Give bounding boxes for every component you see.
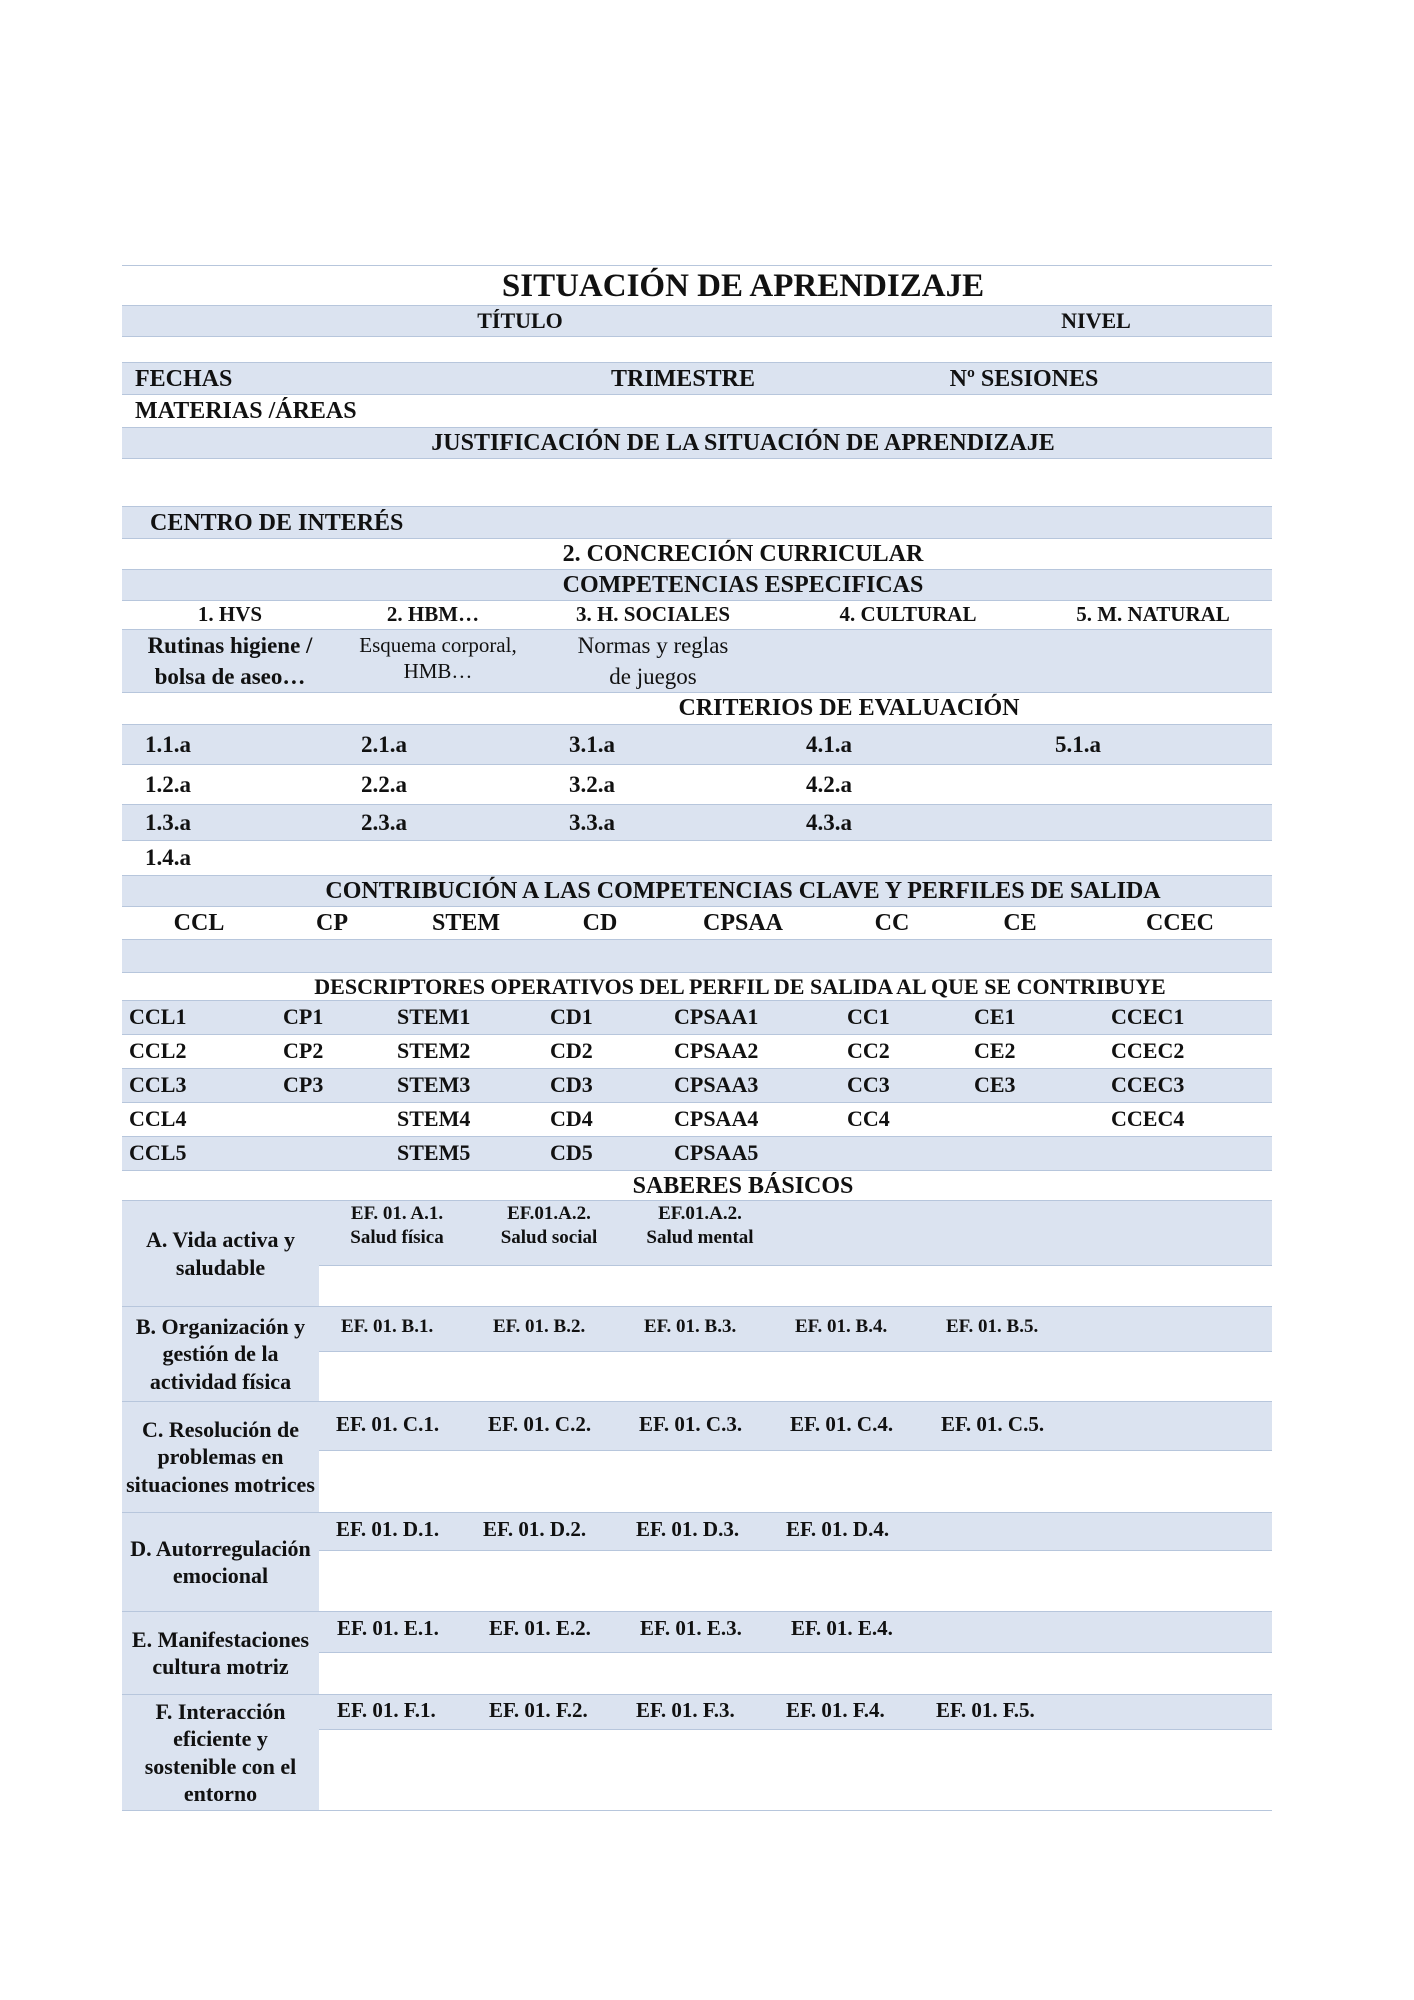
saberes-blank — [319, 1266, 1272, 1306]
descriptor: STEM2 — [397, 1038, 471, 1063]
competencias-clave-row — [122, 906, 1272, 939]
saberes-block-c — [122, 1401, 1272, 1512]
saber-code: EF. 01. C.1. — [336, 1412, 440, 1436]
saberes-block-label: E. Manifestaciones cultura motriz — [122, 1612, 319, 1694]
competencia-clave: CCEC — [1145, 910, 1215, 936]
saber-subtitle: Salud social — [500, 1227, 598, 1248]
competencia-clave: CP — [316, 910, 348, 936]
criterios-row — [122, 840, 1272, 875]
saber-code: EF. 01. B.2. — [493, 1316, 586, 1337]
title-level-row — [122, 305, 1272, 336]
saberes-block-a — [122, 1200, 1272, 1306]
criterios-heading-row — [122, 692, 1272, 724]
saberes-blank — [319, 1730, 1272, 1810]
criterios-row — [122, 764, 1272, 804]
competencia-header: 2. HBM… — [386, 602, 480, 626]
descriptor: CD3 — [550, 1072, 593, 1097]
justification-row — [122, 427, 1272, 458]
criterio: 2.1.a — [361, 732, 407, 757]
saber-code: EF. 01. E.1. — [337, 1616, 439, 1640]
competencia-2-line2: HMB… — [403, 659, 473, 683]
saber-code: EF. 01. B.4. — [795, 1316, 888, 1337]
saberes-block-f — [122, 1694, 1272, 1811]
descriptor: CC4 — [847, 1106, 890, 1131]
descriptor: STEM1 — [397, 1004, 471, 1029]
descriptor: CCEC3 — [1111, 1072, 1185, 1097]
criterio: 1.1.a — [145, 732, 191, 757]
saberes-block-d — [122, 1512, 1272, 1611]
justification-blank — [122, 458, 1272, 506]
learning-situation-form — [122, 265, 1272, 1811]
competencia-header: 3. H. SOCIALES — [575, 602, 731, 626]
descriptor: CPSAA3 — [674, 1072, 759, 1097]
concrecion-heading: 2. CONCRECIÓN CURRICULAR — [562, 541, 924, 567]
fechas-label: FECHAS — [135, 366, 233, 392]
competencia-2-line1: Esquema corporal, — [359, 633, 517, 657]
dates-row — [122, 362, 1272, 394]
descriptor: CCL4 — [129, 1106, 187, 1131]
saber-code: EF. 01. C.2. — [488, 1412, 592, 1436]
competencias-header-row — [122, 600, 1272, 629]
saber-code: EF. 01. D.1. — [336, 1517, 440, 1541]
saberes-codes-row — [319, 1201, 1272, 1266]
saberes-blank — [319, 1653, 1272, 1694]
criterio: 5.1.a — [1055, 732, 1101, 757]
competencia-clave: STEM — [431, 910, 501, 936]
descriptor: CCEC1 — [1111, 1004, 1185, 1029]
competencia-clave: CCL — [173, 910, 225, 936]
descriptor: CP1 — [283, 1004, 324, 1029]
criterios-row — [122, 804, 1272, 840]
justificacion-heading: JUSTIFICACIÓN DE LA SITUACIÓN DE APRENDIZAJE — [431, 430, 1055, 456]
descriptor: CCL2 — [129, 1038, 187, 1063]
competencias-content-row — [122, 629, 1272, 692]
nivel-label: NIVEL — [1061, 308, 1131, 333]
saberes-heading-row — [122, 1170, 1272, 1200]
criterio: 1.2.a — [145, 772, 191, 797]
saber-subtitle: Salud física — [350, 1227, 444, 1248]
sesiones-label: Nº SESIONES — [949, 366, 1099, 392]
saberes-codes-row — [319, 1513, 1272, 1551]
saber-code: EF. 01. B.5. — [946, 1316, 1039, 1337]
descriptor: CCL5 — [129, 1140, 187, 1165]
descriptor: CP2 — [283, 1038, 324, 1063]
descriptor: CE1 — [974, 1004, 1016, 1029]
descriptor: CCEC4 — [1111, 1106, 1185, 1131]
descriptor: CE2 — [974, 1038, 1016, 1063]
saberes-block-label: C. Resolución de problemas en situaciones motrices — [122, 1402, 319, 1512]
criterio: 4.1.a — [806, 732, 852, 757]
descriptores-row — [122, 1068, 1272, 1102]
contribucion-blank-row — [122, 939, 1272, 972]
saber-code: EF. 01. B.1. — [341, 1316, 434, 1337]
saber-code: EF. 01. C.5. — [941, 1412, 1045, 1436]
criterio: 3.3.a — [569, 810, 615, 835]
saber-code: EF. 01. E.4. — [791, 1616, 893, 1640]
competencia-clave: CD — [582, 910, 618, 936]
saber-code: EF.01.A.2. — [658, 1203, 742, 1224]
descriptor: CD1 — [550, 1004, 593, 1029]
titulo-label: TÍTULO — [477, 308, 563, 333]
saberes-block-label: D. Autorregulación emocional — [122, 1513, 319, 1611]
saberes-codes-row — [319, 1612, 1272, 1653]
descriptor: STEM3 — [397, 1072, 471, 1097]
criterio: 4.2.a — [806, 772, 852, 797]
descriptores-row — [122, 1102, 1272, 1136]
descriptor: CP3 — [283, 1072, 324, 1097]
competencia-header: 4. CULTURAL — [839, 602, 977, 626]
criterios-heading: CRITERIOS DE EVALUACIÓN — [678, 695, 1020, 721]
saberes-block-e — [122, 1611, 1272, 1694]
saberes-blank — [319, 1551, 1272, 1611]
saberes-block-b — [122, 1306, 1272, 1401]
saber-code: EF. 01. D.3. — [636, 1517, 740, 1541]
saber-code: EF. 01. F.3. — [636, 1698, 735, 1722]
trimestre-label: TRIMESTRE — [610, 366, 756, 392]
saberes-blank — [319, 1451, 1272, 1512]
concrecion-row — [122, 538, 1272, 569]
descriptor: CPSAA1 — [674, 1004, 759, 1029]
saberes-codes-row — [319, 1402, 1272, 1451]
descriptor: STEM4 — [397, 1106, 471, 1131]
competencias-heading: COMPETENCIAS ESPECIFICAS — [562, 572, 924, 598]
descriptores-row — [122, 1000, 1272, 1034]
criterio: 1.3.a — [145, 810, 191, 835]
descriptores-heading: DESCRIPTORES OPERATIVOS DEL PERFIL DE SALIDA AL QUE SE CONTRIBUYE — [314, 974, 1166, 999]
criterio: 2.3.a — [361, 810, 407, 835]
blank-row — [122, 336, 1272, 362]
competencia-3-line1: Normas y reglas — [577, 633, 729, 658]
saberes-codes-row — [319, 1307, 1272, 1352]
descriptor: CC2 — [847, 1038, 890, 1063]
page-title: SITUACIÓN DE APRENDIZAJE — [501, 268, 985, 304]
descriptor: STEM5 — [397, 1140, 471, 1165]
competencia-clave: CE — [1003, 910, 1037, 936]
saberes-block-label: F. Interacción eficiente y sostenible con el entorno — [122, 1695, 319, 1810]
materias-label: MATERIAS /ÁREAS — [135, 398, 357, 424]
saberes-block-label: A. Vida activa y saludable — [122, 1201, 319, 1306]
saber-code: EF. 01. F.2. — [489, 1698, 588, 1722]
saberes-block-label: B. Organización y gestión de la actividad física — [122, 1307, 319, 1401]
descriptor: CPSAA5 — [674, 1140, 759, 1165]
criterio: 2.2.a — [361, 772, 407, 797]
saber-code: EF. 01. F.1. — [337, 1698, 436, 1722]
interest-row — [122, 506, 1272, 538]
saber-code: EF. 01. A.1. — [350, 1203, 444, 1224]
descriptor: CCL3 — [129, 1072, 187, 1097]
descriptor: CCL1 — [129, 1004, 187, 1029]
descriptor: CD2 — [550, 1038, 593, 1063]
saber-code: EF. 01. B.3. — [644, 1316, 737, 1337]
saber-code: EF. 01. F.5. — [936, 1698, 1035, 1722]
descriptor: CD5 — [550, 1140, 593, 1165]
title-row — [122, 265, 1272, 305]
criterio: 1.4.a — [145, 845, 191, 870]
criterio: 3.2.a — [569, 772, 615, 797]
saber-code: EF. 01. E.2. — [489, 1616, 591, 1640]
saber-code: EF. 01. C.4. — [790, 1412, 894, 1436]
descriptor: CPSAA2 — [674, 1038, 759, 1063]
descriptores-row — [122, 1136, 1272, 1170]
competencia-1-line2: bolsa de aseo… — [154, 664, 306, 689]
competencia-1-line1: Rutinas higiene / — [147, 633, 313, 658]
saberes-blank — [319, 1352, 1272, 1401]
saberes-codes-row — [319, 1695, 1272, 1730]
saber-code: EF.01.A.2. — [507, 1203, 591, 1224]
contribucion-heading: CONTRIBUCIÓN A LAS COMPETENCIAS CLAVE Y PERFILES DE SALIDA — [325, 878, 1161, 904]
centro-interes-label: CENTRO DE INTERÉS — [150, 510, 404, 536]
descriptor: CD4 — [550, 1106, 593, 1131]
contribucion-heading-row — [122, 875, 1272, 906]
competencia-clave: CC — [874, 910, 910, 936]
competencia-header: 1. HVS — [197, 602, 263, 626]
descriptor: CC1 — [847, 1004, 890, 1029]
descriptor: CC3 — [847, 1072, 890, 1097]
saber-code: EF. 01. D.2. — [483, 1517, 587, 1541]
competencia-header: 5. M. NATURAL — [1076, 602, 1230, 626]
competencia-3-line2: de juegos — [609, 664, 697, 689]
saber-subtitle: Salud mental — [646, 1227, 754, 1248]
criterio: 4.3.a — [806, 810, 852, 835]
saberes-heading: SABERES BÁSICOS — [632, 1173, 854, 1199]
competencias-heading-row — [122, 569, 1272, 600]
saber-code: EF. 01. D.4. — [786, 1517, 890, 1541]
saber-code: EF. 01. C.3. — [639, 1412, 743, 1436]
descriptor: CCEC2 — [1111, 1038, 1185, 1063]
descriptor: CPSAA4 — [674, 1106, 759, 1131]
materias-row — [122, 394, 1272, 427]
saber-code: EF. 01. E.3. — [640, 1616, 742, 1640]
descriptor: CE3 — [974, 1072, 1016, 1097]
criterio: 3.1.a — [569, 732, 615, 757]
competencia-clave: CPSAA — [702, 910, 784, 936]
saber-code: EF. 01. F.4. — [786, 1698, 885, 1722]
criterios-row — [122, 724, 1272, 764]
descriptores-row — [122, 1034, 1272, 1068]
descriptores-heading-row — [122, 972, 1272, 1000]
